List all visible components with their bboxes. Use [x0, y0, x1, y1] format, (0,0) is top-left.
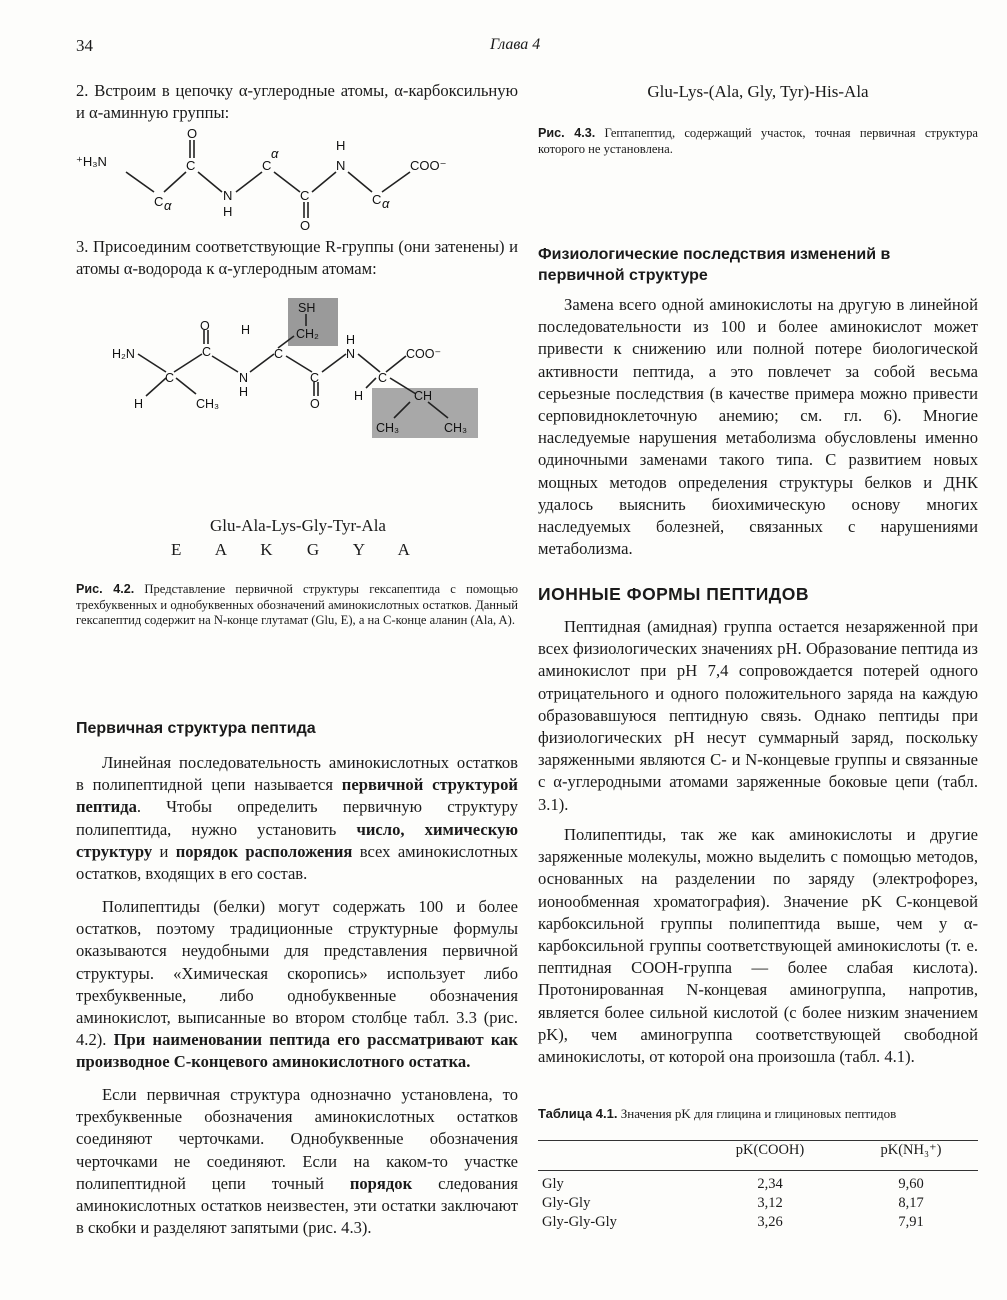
p3-text-a: Если первичная структура однозначно установлена, то трехбуквенные обозначения аминокислотных остатков соединяют черточками. Однобуквенные обозначения черточками не соединяют. Если на каком-то участке полипептидной цепи точный: [76, 1085, 518, 1193]
fig43-caption-label: Рис. 4.3.: [538, 126, 596, 140]
p3-bold-b: порядок: [349, 1173, 413, 1193]
h-label-4: H: [346, 333, 356, 347]
table-cell: 7,91: [898, 1214, 924, 1230]
amide-n-label-1: N: [223, 188, 233, 203]
c-alpha-sub-1: α: [164, 198, 172, 213]
ch3-label-1: CH₃: [196, 397, 220, 411]
p1-bold-d: число, химическую структуру: [76, 819, 518, 861]
table-cell: 2,34: [757, 1176, 783, 1192]
right-paragraph-3: Полипептиды, так же как аминокислоты и другие заряженные молекулы, можно выделить с помощью методов, основанных на разделении по заряду (электрофорез, ионообменная хроматография). Значение pK C-концевой карбоксильной группы полипептида выше, чем у α-карбоксильной группы соответствующей аминокислоты (т. е. пептидная COOH-группа — более слабая кислота). Протонированная N-концевая аминогруппа, напротив, является более сильной кислотой (с более низким значением pK), чем аминогруппа соответствующей свободной аминокислоты, от которой она произошла (табл. 4.1).: [538, 825, 978, 1067]
right-paragraph-2: Пептидная (амидная) группа остается незаряженной при всех физиологических значениях pH. Образование пептида из аминокислот при pH 7,4 сопровождается потерей одного отрицательного и одного положительного заряда на каждую образовавшуюся пептидную связь. Однако пептиды при физиологических pH несут суммарный заряд, поскольку заряженными являются C- и N-концевые группы и связанные с α-углеродными атомами заряженные боковые цепи (табл. 3.1).: [538, 617, 978, 814]
fig42-sequence-three-letter: Glu-Ala-Lys-Gly-Tyr-Ala: [210, 516, 386, 535]
c-terminus-label: COO⁻: [410, 158, 447, 173]
fig42-sequence-one-letter: E A K G Y A: [171, 540, 425, 559]
ch3-label-2: CH₃: [376, 421, 400, 435]
c-carbonyl-2: C: [310, 371, 320, 385]
n-label-2: N: [346, 347, 356, 361]
p1-bold-f: порядок расположения: [175, 841, 353, 861]
table-row: [538, 1213, 978, 1232]
p1-text-g: всех аминокислотных остатков, входящих в его состав.: [76, 841, 518, 884]
fig43-caption-text: Гептапептид, содержащий участок, точная первичная структура которого не установлена.: [538, 126, 978, 156]
table-row: [538, 1175, 978, 1194]
h-label-1: H: [134, 397, 144, 411]
amide-h-label-1: H: [223, 204, 233, 219]
table-4-1: [538, 1140, 978, 1232]
p1-text-c: . Чтобы определить первичную структуру полипептида, нужно установить: [76, 797, 518, 839]
step-2-text: 2. Встроим в цепочку α-углеродные атомы, α-карбоксильную и α-аминную группы:: [76, 81, 518, 123]
amine-label: H₂N: [112, 347, 135, 361]
table-cell: Gly-Gly: [542, 1195, 591, 1211]
h-label-2: H: [239, 385, 249, 399]
c-alpha-label-2: C: [262, 158, 272, 173]
fig42-caption: [76, 582, 518, 629]
p1-text-a: Линейная последовательность аминокислотных остатков в полипептидной цепи называется: [76, 753, 518, 795]
c-alpha-1: C: [165, 371, 175, 385]
table-title: [538, 1106, 978, 1122]
table-cell: 3,12: [757, 1195, 783, 1211]
h-label-5: H: [354, 389, 364, 403]
sh-label: SH: [298, 301, 316, 315]
amide-h-label-2: H: [336, 138, 346, 153]
table-title-text: Значения pK для глицина и глициновых пептидов: [617, 1106, 897, 1121]
left-paragraph-1: [76, 752, 518, 885]
table-cell: Gly: [542, 1176, 564, 1192]
p1-bold-b: первичной структурой пептида: [76, 775, 518, 817]
p3-text-c: следования аминокислотных остатков неизвестен, эти остатки заключают в скобки и разделяют запятыми (рис. 4.3).: [76, 1173, 518, 1238]
running-title: Глава 4: [490, 36, 541, 53]
peptide-backbone-diagram: [76, 128, 518, 230]
c-carbonyl-1: C: [202, 345, 212, 359]
c-alpha-label-3: C: [372, 192, 382, 207]
table-header-cell: [538, 1141, 696, 1160]
table-header-row: [538, 1141, 978, 1160]
table-header-cell: pK(NH₃⁺): [880, 1142, 942, 1158]
table-cell: 9,60: [898, 1176, 924, 1192]
left-paragraph-3: [76, 1084, 518, 1239]
ch2-label: CH₂: [296, 327, 319, 341]
peptide-rgroups-diagram: [76, 296, 518, 442]
c-alpha-2: C: [274, 347, 284, 361]
carbonyl-c-label-2: C: [300, 188, 310, 203]
c-alpha-label-1: C: [154, 194, 164, 209]
right-paragraph-1: Замена всего одной аминокислоты на другую в линейной последовательности из 100 и более аминокислот может привести к снижению или полной потере биологической активности пептида, а это повлечет за собой весьма серьезные последствия (в качестве примера можно привести серповидноклеточную анемию; см. гл. 6). Многие наследуемые нарушения метаболизма обусловлены именно одиночными заменами такого типа. С развитием новых мощных методов определения структуры белков и ДНК удалось выяснить биохимическую основу многих наследуемых болезней, связанных с нарушениями метаболизма.: [538, 295, 978, 559]
p2-text-a: Полипептиды (белки) могут содержать 100 и более остатков, поэтому традиционные структурные формулы оказываются неудобными для представления первичной структуры. «Химическая скоропись» использует либо трехбуквенные, либо однобуквенные обозначения аминокислот, выписанные во втором столбце табл. 3.3 (рис. 4.2).: [76, 897, 518, 1050]
left-paragraph-2: [76, 896, 518, 1074]
c-terminus-label-2: COO⁻: [406, 347, 442, 361]
p1-text-e: и: [152, 841, 176, 861]
table-row: [538, 1194, 978, 1213]
ch3-label-3: CH₃: [444, 421, 468, 435]
fig43-caption: [538, 126, 978, 157]
table-cell: 3,26: [757, 1214, 783, 1230]
c-alpha-sub-3: α: [382, 196, 390, 211]
ch-label: CH: [414, 389, 433, 403]
o-label-2: O: [310, 397, 320, 411]
section-title-physiological: Физиологические последствия изменений в первичной структуре: [538, 246, 891, 284]
fig42-caption-label: Рис. 4.2.: [76, 582, 135, 596]
amide-n-label-2: N: [336, 158, 346, 173]
h-label-3: H: [241, 323, 251, 337]
carbonyl-o-label-2: O: [300, 218, 311, 230]
c-alpha-sup-2: α: [271, 146, 279, 161]
c-alpha-3: C: [378, 371, 388, 385]
page-number: 34: [76, 36, 93, 55]
o-label-1: O: [200, 319, 210, 333]
table-title-label: Таблица 4.1.: [538, 1106, 618, 1121]
table-cell: 8,17: [898, 1195, 924, 1211]
chapter-heading-ionic-forms: ИОННЫЕ ФОРМЫ ПЕПТИДОВ: [538, 584, 810, 604]
fig43-sequence: Glu-Lys-(Ala, Gly, Tyr)-His-Ala: [647, 82, 869, 101]
table-cell: Gly-Gly-Gly: [542, 1214, 617, 1230]
table-header-cell: pK(COOH): [735, 1142, 805, 1158]
p2-bold-b: При наименовании пептида его рассматривают как производное C-концевого аминокислотного остатка.: [76, 1030, 518, 1072]
n-label-1: N: [239, 371, 249, 385]
carbonyl-o-label-1: O: [187, 128, 198, 141]
carbonyl-c-label-1: C: [186, 158, 196, 173]
fig42-caption-text: Представление первичной структуры гексапептида с помощью трехбуквенных и однобуквенных обозначений аминокислотных остатков. Данный гексапептид содержит на N-конце глутамат (Glu, E), а на C-конце аланин (Ala, A).: [76, 582, 518, 628]
section-title-primary-structure: Первичная структура пептида: [76, 720, 316, 737]
table-mid-rule: [538, 1170, 978, 1171]
n-terminus-label: ⁺H₃N: [76, 154, 107, 169]
step-3-text: 3. Присоединим соответствующие R-группы (они затенены) и атомы α-водорода к α-углеродным атомам:: [76, 237, 518, 279]
